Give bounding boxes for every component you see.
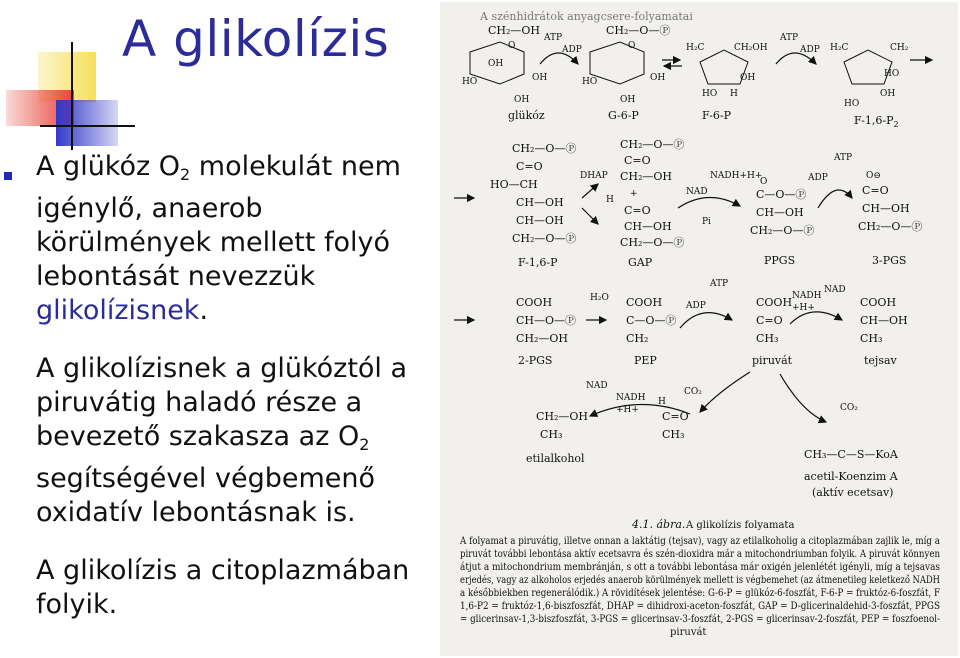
acetaldehyde-structure: [658, 397, 689, 441]
svg-text:C—O—Ⓟ: C—O—Ⓟ: [756, 188, 807, 201]
nadh-label-2: NADH: [792, 291, 822, 301]
nadh-label-3: NADH: [616, 393, 646, 403]
svg-text:COOH: COOH: [626, 296, 663, 309]
pep-structure: [626, 296, 676, 345]
atp-label-3: ATP: [834, 153, 853, 163]
f6p-structure: [686, 43, 768, 99]
svg-text:C=O: C=O: [662, 410, 689, 423]
svg-text:CH₂—O—Ⓟ: CH₂—O—Ⓟ: [750, 224, 815, 237]
pyruvate-structure: [756, 296, 792, 345]
svg-text:CH₂—OH: CH₂—OH: [516, 332, 569, 345]
2pgs-structure: [516, 296, 576, 345]
svg-text:CH—OH: CH—OH: [516, 214, 564, 227]
adp-label-2: ADP: [800, 45, 820, 55]
2pgs-label: 2-PGS: [518, 354, 553, 367]
svg-text:+: +: [630, 189, 638, 199]
svg-text:H: H: [730, 89, 738, 99]
paragraph-definition: A glükóz $O_2$ molekulát nem igénylő, anaerob körülmények mellett folyó lebontását nevezzük glikolízisnek.: [36, 151, 401, 326]
glycolysis-diagram: [440, 2, 958, 656]
svg-text:HO: HO: [582, 77, 598, 87]
nad-label-1: NAD: [686, 187, 708, 197]
svg-text:CH—OH: CH—OH: [516, 196, 564, 209]
svg-text:H₂C: H₂C: [830, 43, 849, 53]
svg-text:COOH: COOH: [756, 296, 793, 309]
paragraph-location: A glikolízis a citoplazmában folyik.: [36, 555, 410, 620]
svg-text:CH—OH: CH—OH: [860, 314, 908, 327]
lactate-label: tejsav: [864, 354, 897, 367]
svg-text:C—O—Ⓟ: C—O—Ⓟ: [626, 314, 677, 327]
svg-text:CH₃: CH₃: [860, 332, 883, 345]
nad-label-2: NAD: [824, 285, 846, 295]
svg-text:CH₂: CH₂: [626, 332, 649, 345]
svg-text:CH—OH: CH—OH: [862, 202, 910, 215]
svg-text:C=O: C=O: [516, 160, 543, 173]
svg-text:COOH: COOH: [860, 296, 897, 309]
ethanol-label: etilalkohol: [526, 452, 585, 465]
label-f16p-open: F-1,6-P: [518, 256, 558, 269]
svg-text:= glicerinsav-1,3-biszfoszfát,: = glicerinsav-1,3-biszfoszfát, 3-PGS = glicerinsav-3-foszfát, 2-PGS = glicerinsav-2-foszfát, PEP = foszfoenol-: [460, 614, 940, 625]
svg-text:OH: OH: [532, 73, 548, 83]
svg-text:CH₂—O—Ⓟ: CH₂—O—Ⓟ: [512, 232, 577, 245]
nad-label-3: NAD: [586, 381, 608, 391]
adp-label-4: ADP: [686, 301, 706, 311]
svg-text:piruvát: piruvát: [670, 627, 707, 638]
acetyl-coa-label: acetil-Koenzim A: [804, 470, 898, 483]
h-plus-label-2: +H+: [616, 405, 639, 415]
svg-text:O: O: [628, 41, 636, 51]
label-g6p: G-6-P: [608, 109, 639, 122]
co2-label-2: CO₂: [840, 403, 858, 413]
3pgs-label: 3-PGS: [872, 254, 907, 267]
adp-label-1: ADP: [562, 45, 582, 55]
g6p-structure: [582, 24, 670, 105]
f16p-structure: [830, 43, 909, 109]
svg-text:CH₃: CH₃: [756, 332, 779, 345]
decorative-logo: [0, 0, 140, 160]
svg-text:OH: OH: [488, 59, 504, 69]
atp-label-2: ATP: [780, 33, 799, 43]
svg-text:CH₂—O—Ⓟ: CH₂—O—Ⓟ: [512, 142, 577, 155]
svg-text:CH₂—OH: CH₂—OH: [536, 410, 589, 423]
slide-title: A glikolízis: [122, 10, 390, 68]
lactate-structure: [860, 296, 908, 345]
svg-text:HO—CH: HO—CH: [490, 178, 538, 191]
svg-text:HO: HO: [844, 99, 860, 109]
svg-text:CH₂—O—Ⓟ: CH₂—O—Ⓟ: [606, 24, 671, 37]
ppgs-structure: [750, 177, 814, 237]
highlight-term: glikolízisnek: [36, 295, 200, 326]
paragraph-introduction: A glikolízisnek a glükóztól a piruvátig haladó része a bevezető szakasza az $O_2$ segítségével végbemenő oxidatív lebontásnak is.: [36, 353, 408, 528]
label-glucose: glükóz: [508, 109, 545, 122]
svg-text:H₂C: H₂C: [686, 43, 705, 53]
svg-text:C=O: C=O: [624, 204, 651, 217]
svg-text:CH₃: CH₃: [662, 428, 685, 441]
h2o-label: H₂O: [590, 293, 609, 303]
figure-header: A szénhidrátok anyagcsere-folyamatai: [480, 10, 693, 23]
svg-text:CH₂OH: CH₂OH: [734, 43, 768, 53]
svg-text:CH—O—Ⓟ: CH—O—Ⓟ: [516, 314, 577, 327]
glycolysis-figure: [440, 2, 958, 656]
acetyl-coa-formula: CH₃—C—S—KoA: [804, 448, 898, 461]
svg-text:CH₂: CH₂: [890, 43, 909, 53]
atp-label-1: ATP: [544, 33, 563, 43]
svg-text:HO: HO: [884, 69, 900, 79]
svg-text:A folyamat a piruvátig, illetv: A folyamat a piruvátig, illetve onnan a laktátig (tejsav), vagy az etilalkoholig a citoplazmában zajlik le, míg a: [459, 536, 941, 547]
svg-text:OH: OH: [740, 73, 756, 83]
svg-text:1,6-P2 = fruktóz-1,6-biszfoszf: 1,6-P2 = fruktóz-1,6-biszfoszfát, DHAP = dihidroxi-aceton-foszfát, GAP = D-glicerinaldehid-3-foszfát, PPGS: [460, 601, 941, 612]
co2-label-1: CO₂: [684, 387, 702, 397]
svg-text:piruvát további lebontása aktí: piruvát további lebontása aktív ecetsavra és szén-dioxidra már a mitochondriumban folyik. A piruvát könnyen: [460, 549, 941, 560]
svg-text:CH₂—O—Ⓟ: CH₂—O—Ⓟ: [620, 236, 685, 249]
bullet-marker: [4, 172, 12, 180]
svg-text:O⊖: O⊖: [866, 171, 881, 181]
svg-text:CH₂—OH: CH₂—OH: [488, 24, 541, 37]
svg-text:C=O: C=O: [862, 184, 889, 197]
label-f6p: F-6-P: [702, 109, 731, 122]
svg-text:OH: OH: [650, 73, 666, 83]
atp-label-4: ATP: [710, 279, 729, 289]
svg-text:CH₂—O—Ⓟ: CH₂—O—Ⓟ: [620, 138, 685, 151]
active-acetic-acid-label: (aktív ecetsav): [812, 486, 894, 499]
figure-caption: [459, 536, 940, 638]
glucose-structure: [462, 24, 547, 105]
gap-label: GAP: [628, 256, 653, 269]
dhap-label: DHAP: [580, 171, 608, 181]
h-plus-label-1: +H+: [792, 303, 815, 313]
svg-text:H: H: [658, 397, 666, 407]
pyruvate-label: piruvát: [752, 354, 793, 367]
svg-text:COOH: COOH: [516, 296, 553, 309]
svg-text:átjut a mitochondrium membránj: átjut a mitochondrium membránján, s ott a további lebontása már oxigén jelenlétét igényli, míg a tejsavas: [460, 562, 940, 573]
dhap-gap-structures: [606, 138, 684, 249]
3pgs-structure: [858, 171, 922, 233]
svg-text:CH₂—O—Ⓟ: CH₂—O—Ⓟ: [858, 220, 923, 233]
svg-text:CH₃: CH₃: [540, 428, 563, 441]
svg-text:HO: HO: [462, 77, 478, 87]
f16p-open-chain: [490, 142, 576, 245]
ethanol-structure: [536, 410, 588, 441]
svg-text:a későbbiekben regenerálódik.): a későbbiekben regenerálódik.) A rövidítések jelentése: G-6-P = glükóz-6-foszfát, F-6-P = fruktóz-6-foszfát, F: [460, 588, 941, 599]
svg-text:O: O: [508, 41, 516, 51]
svg-text:erjedés, vagy az alkoholos erj: erjedés, vagy az alkoholos erjedés anaerob körülmények mellett is végbemehet (az átmenetileg keletkező NADH: [460, 575, 941, 586]
nadh-label-1: NADH+H+: [710, 171, 763, 181]
figure-number: 4.1. ábra.: [632, 518, 686, 531]
svg-text:O: O: [760, 177, 768, 187]
logo-graphic: [0, 0, 140, 160]
ppgs-label: PPGS: [764, 254, 796, 267]
svg-text:CH—OH: CH—OH: [756, 206, 804, 219]
label-f16p: $F-1,6-P_2$: [854, 114, 899, 129]
adp-label-3: ADP: [808, 173, 828, 183]
svg-text:C=O: C=O: [624, 154, 651, 167]
svg-text:OH: OH: [620, 95, 636, 105]
svg-text:OH: OH: [880, 89, 896, 99]
svg-text:OH: OH: [514, 95, 530, 105]
figure-title: A glikolízis folyamata: [686, 520, 795, 531]
svg-text:CH—OH: CH—OH: [624, 220, 672, 233]
pi-label: Pi: [702, 217, 711, 227]
svg-text:HO: HO: [702, 89, 718, 99]
svg-text:H: H: [606, 195, 614, 205]
svg-text:C=O: C=O: [756, 314, 783, 327]
svg-text:CH₂—OH: CH₂—OH: [620, 170, 673, 183]
pep-label: PEP: [634, 354, 657, 367]
